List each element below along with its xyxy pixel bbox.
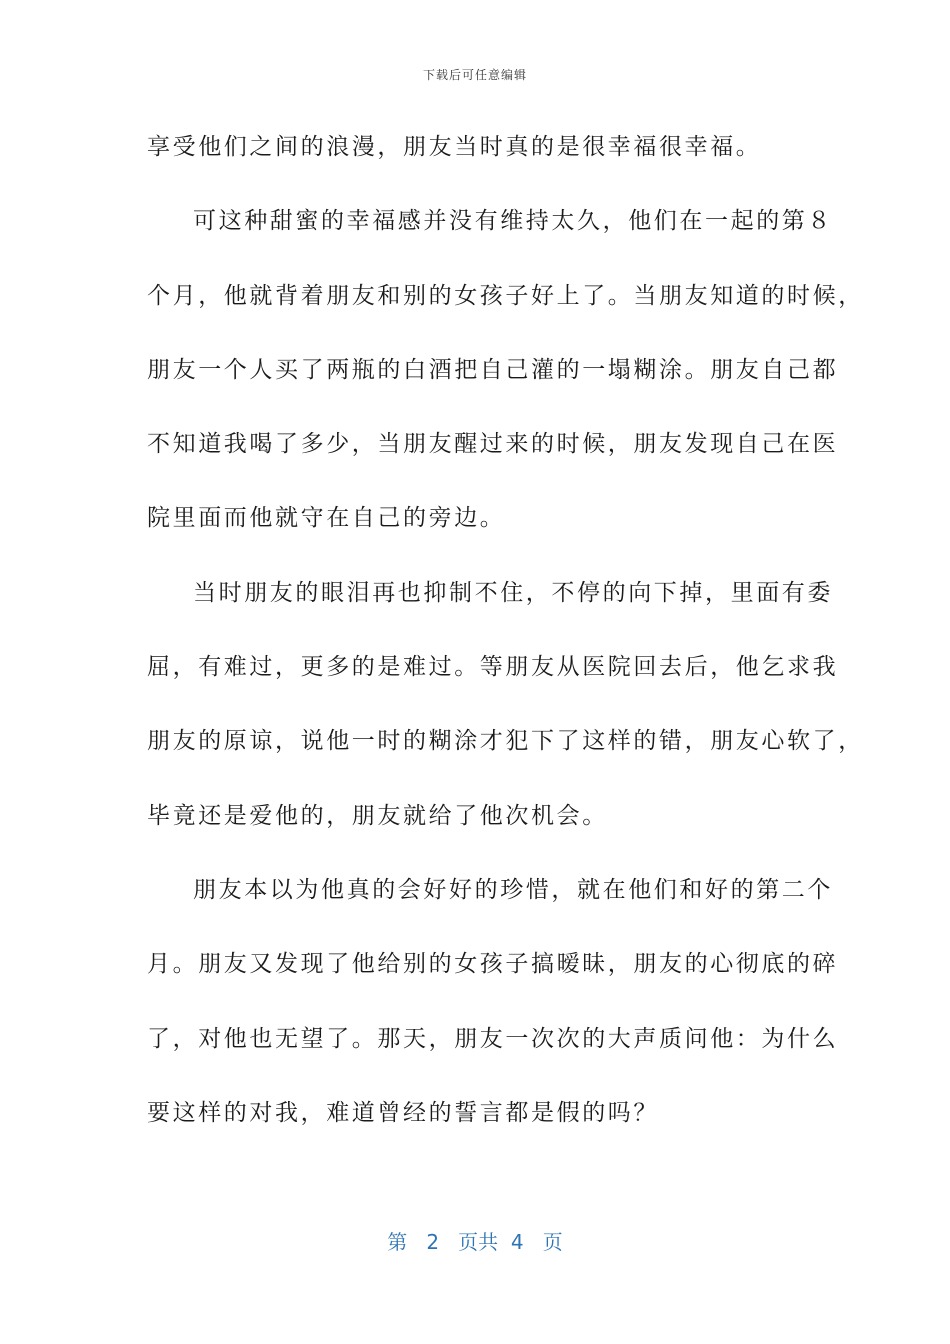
footer-suffix: 页 xyxy=(542,1230,563,1254)
footer-middle: 页共 xyxy=(458,1230,499,1254)
body-line: 不知道我喝了多少，当朋友醒过来的时候，朋友发现自己在医 xyxy=(147,431,839,457)
body-line: 享受他们之间的浪漫，朋友当时真的是很幸福很幸福。 xyxy=(147,134,762,160)
body-line: 可这种甜蜜的幸福感并没有维持太久，他们在一起的第８ xyxy=(193,208,833,234)
body-line: 屈，有难过，更多的是难过。等朋友从医院回去后，他乞求我 xyxy=(147,654,839,680)
body-line: 月。朋友又发现了他给别的女孩子搞暧昧，朋友的心彻底的碎 xyxy=(147,951,839,977)
current-page-number: 2 xyxy=(426,1230,440,1254)
body-line: 朋友一个人买了两瓶的白酒把自己灌的一塌糊涂。朋友自己都 xyxy=(147,357,839,383)
page-footer xyxy=(0,1226,950,1255)
body-line: 毕竟还是爱他的，朋友就给了他次机会。 xyxy=(147,803,608,829)
body-line: 了，对他也无望了。那天，朋友一次次的大声质问他：为什么 xyxy=(147,1026,839,1052)
body-line: 院里面而他就守在自己的旁边。 xyxy=(147,505,506,531)
body-line: 朋友的原谅，说他一时的糊涂才犯下了这样的错，朋友心软了， xyxy=(147,728,864,754)
body-line: 个月，他就背着朋友和别的女孩子好上了。当朋友知道的时候， xyxy=(147,283,864,309)
body-line: 当时朋友的眼泪再也抑制不住，不停的向下掉，里面有委 xyxy=(193,580,833,606)
total-page-count: 4 xyxy=(510,1230,524,1254)
header-note: 下载后可任意编辑 xyxy=(422,68,527,82)
body-line: 朋友本以为他真的会好好的珍惜，就在他们和好的第二个 xyxy=(193,877,833,903)
body-line: 要这样的对我，难道曾经的誓言都是假的吗？ xyxy=(147,1100,659,1126)
footer-prefix: 第 xyxy=(387,1230,408,1254)
